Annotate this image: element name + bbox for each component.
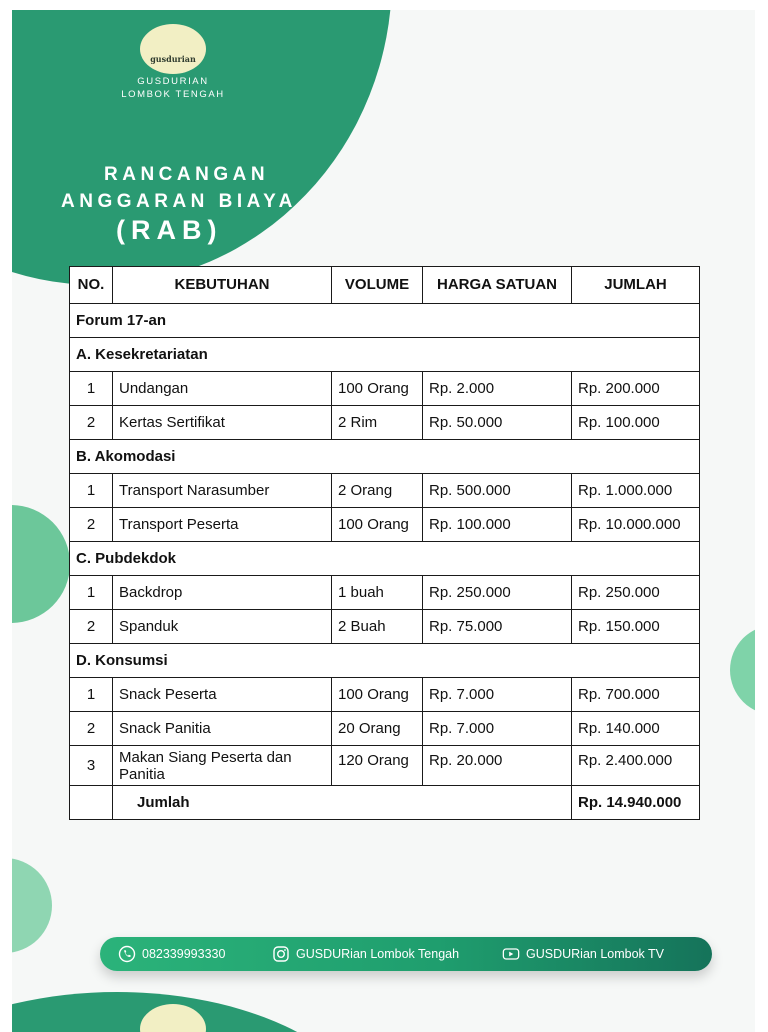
budget-table <box>69 266 700 820</box>
header-no: NO. <box>70 267 113 304</box>
cell-harga: Rp. 100.000 <box>423 508 572 542</box>
cell-no: 3 <box>70 746 113 786</box>
title-line2: ANGGARAN BIAYA <box>61 191 297 212</box>
decor-circle-bottom-left <box>12 858 52 953</box>
cell-jumlah: Rp. 200.000 <box>572 372 700 406</box>
cell-jumlah: Rp. 1.000.000 <box>572 474 700 508</box>
footer-youtube <box>502 945 664 963</box>
instagram-handle: GUSDURian Lombok Tengah <box>296 947 460 961</box>
table-row <box>70 474 700 508</box>
contact-footer-bar <box>100 937 712 971</box>
section-row <box>70 542 700 576</box>
title-line1: RANCANGAN <box>104 164 270 185</box>
cell-item: Kertas Sertifikat <box>113 406 332 440</box>
total-blank <box>70 786 113 820</box>
section-title: D. Konsumsi <box>70 644 700 678</box>
next-page-preview <box>12 992 755 1032</box>
header-volume: VOLUME <box>332 267 423 304</box>
youtube-channel: GUSDURian Lombok TV <box>526 947 665 961</box>
cell-no: 2 <box>70 406 113 440</box>
org-name-line1: GUSDURIAN <box>137 76 209 87</box>
header-harga: HARGA SATUAN <box>423 267 572 304</box>
cell-volume: 1 buah <box>332 576 423 610</box>
decor-circle-left <box>12 505 70 623</box>
total-label: Jumlah <box>113 786 572 820</box>
cell-harga: Rp. 75.000 <box>423 610 572 644</box>
section-row <box>70 440 700 474</box>
table-row <box>70 746 700 786</box>
cell-harga: Rp. 50.000 <box>423 406 572 440</box>
cell-item: Transport Peserta <box>113 508 332 542</box>
cell-harga: Rp. 2.000 <box>423 372 572 406</box>
table-row <box>70 678 700 712</box>
cell-volume: 100 Orang <box>332 678 423 712</box>
cell-volume: 100 Orang <box>332 372 423 406</box>
cell-harga: Rp. 500.000 <box>423 474 572 508</box>
cell-no: 1 <box>70 678 113 712</box>
phone-number: 082339993330 <box>142 947 226 961</box>
phone-icon <box>118 945 136 963</box>
org-name-line2: LOMBOK TENGAH <box>121 89 225 100</box>
cell-item: Transport Narasumber <box>113 474 332 508</box>
footer-phone <box>118 945 225 963</box>
cell-item: Backdrop <box>113 576 332 610</box>
instagram-icon <box>272 945 290 963</box>
cell-no: 1 <box>70 372 113 406</box>
cell-jumlah: Rp. 250.000 <box>572 576 700 610</box>
cell-no: 1 <box>70 474 113 508</box>
cell-item: Undangan <box>113 372 332 406</box>
cell-harga: Rp. 20.000 <box>423 746 572 786</box>
cell-jumlah: Rp. 150.000 <box>572 610 700 644</box>
decor-circle-right <box>730 625 755 715</box>
cell-volume: 2 Rim <box>332 406 423 440</box>
total-row <box>70 786 700 820</box>
header-jumlah: JUMLAH <box>572 267 700 304</box>
table-row <box>70 712 700 746</box>
table-row <box>70 372 700 406</box>
cell-jumlah: Rp. 700.000 <box>572 678 700 712</box>
section-title: C. Pubdekdok <box>70 542 700 576</box>
cell-jumlah: Rp. 100.000 <box>572 406 700 440</box>
footer-instagram <box>272 945 459 963</box>
cell-volume: 2 Buah <box>332 610 423 644</box>
youtube-icon <box>502 945 520 963</box>
section-row <box>70 338 700 372</box>
cell-item: Makan Siang Peserta dan Panitia <box>113 746 332 786</box>
cell-item: Spanduk <box>113 610 332 644</box>
cell-volume: 100 Orang <box>332 508 423 542</box>
cell-no: 1 <box>70 576 113 610</box>
table-row <box>70 508 700 542</box>
cell-no: 2 <box>70 508 113 542</box>
total-value: Rp. 14.940.000 <box>572 786 700 820</box>
cell-volume: 120 Orang <box>332 746 423 786</box>
event-row <box>70 304 700 338</box>
logo-text: gusdurian <box>150 54 196 64</box>
title-line3: (RAB) <box>116 215 223 245</box>
table-row <box>70 610 700 644</box>
cell-volume: 2 Orang <box>332 474 423 508</box>
section-title: A. Kesekretariatan <box>70 338 700 372</box>
cell-volume: 20 Orang <box>332 712 423 746</box>
table-row <box>70 576 700 610</box>
cell-no: 2 <box>70 712 113 746</box>
section-title: B. Akomodasi <box>70 440 700 474</box>
cell-harga: Rp. 250.000 <box>423 576 572 610</box>
section-row <box>70 644 700 678</box>
event-name: Forum 17-an <box>70 304 700 338</box>
logo-badge <box>140 24 206 74</box>
table-header-row <box>70 267 700 304</box>
cell-jumlah: Rp. 140.000 <box>572 712 700 746</box>
cell-item: Snack Panitia <box>113 712 332 746</box>
cell-harga: Rp. 7.000 <box>423 678 572 712</box>
cell-no: 2 <box>70 610 113 644</box>
cell-jumlah: Rp. 10.000.000 <box>572 508 700 542</box>
cell-harga: Rp. 7.000 <box>423 712 572 746</box>
table-row <box>70 406 700 440</box>
header-kebutuhan: KEBUTUHAN <box>113 267 332 304</box>
cell-item: Snack Peserta <box>113 678 332 712</box>
cell-jumlah: Rp. 2.400.000 <box>572 746 700 786</box>
